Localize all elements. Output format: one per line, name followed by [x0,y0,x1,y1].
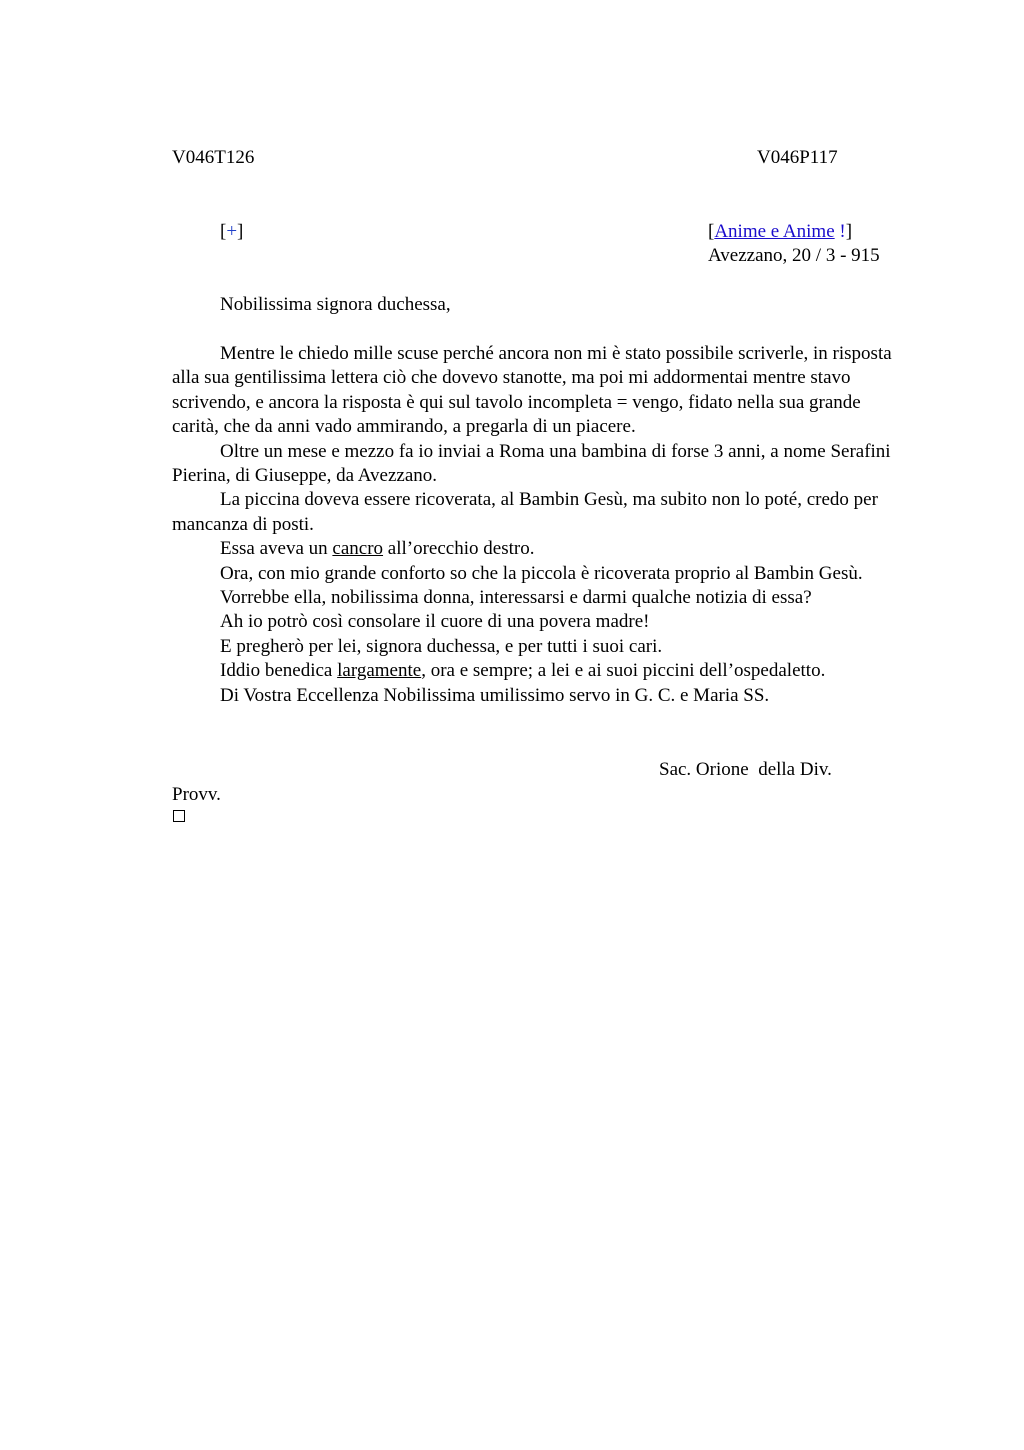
signature-continuation: Provv. [172,784,221,805]
cross-open-bracket: [ [220,221,227,242]
paragraph: Di Vostra Eccellenza Nobilissima umilissimo servo in G. C. e Maria SS. [220,684,770,706]
text-span: all’orecchio destro. [383,538,535,560]
paragraph [172,537,892,561]
cross-icon: + [226,221,238,242]
motto-close-bracket: ] [845,221,853,242]
paragraph: La piccina doveva essere ricoverata, al Bambin Gesù, ma subito non lo poté, credo per mancanza di posti. [172,489,878,535]
cross-mark [220,220,243,244]
motto-link[interactable]: Anime e Anime [714,221,835,242]
paragraph: Mentre le chiedo mille scuse perché ancora non mi è stato possibile scriverle, in risposta alla sua gentilissima lettera ciò che dovevo stanotte, ma poi mi addormentai mentre stavo scrivendo, e ancora la risposta è qui sul tavolo incompleta = vengo, fidato nella sua grande carità, che da anni vado ammirando, a pregarla di un piacere. [172,343,892,438]
underlined-word: largamente [337,660,422,682]
place-date: Avezzano, 20 / 3 - 915 [708,245,880,266]
text-span: , ora e sempre; a lei e ai suoi piccini dell’ospedaletto. [421,660,826,682]
text-span: Essa aveva un [220,538,333,560]
paragraph: Ah io potrò così consolare il cuore di una povera madre! [220,611,650,633]
cross-close-bracket: ] [237,221,244,242]
document-code-left: V046T126 [172,147,255,168]
paragraph: Oltre un mese e mezzo fa io inviai a Roma una bambina di forse 3 anni, a nome Serafini Pierina, di Giuseppe, da Avezzano. [172,440,891,487]
paragraph: E pregherò per lei, signora duchessa, e per tutti i suoi cari. [220,635,663,657]
document-code-right: V046P117 [757,147,838,168]
paragraph: Ora, con mio grande conforto so che la piccola è ricoverata proprio al Bambin Gesù. [220,562,863,584]
paragraph [172,659,892,683]
motto-exclamation: ! [834,221,846,242]
signature: Sac. Orione della Div. [659,759,832,780]
end-box-icon [173,810,185,822]
motto [708,220,852,244]
salutation: Nobilissima signora duchessa, [220,294,451,315]
motto-open-bracket: [ [708,221,715,242]
paragraph: Vorrebbe ella, nobilissima donna, interessarsi e darmi qualche notizia di essa? [220,587,812,609]
underlined-word: cancro [332,538,384,560]
letter-body [172,342,892,708]
text-span: Iddio benedica [220,660,338,682]
